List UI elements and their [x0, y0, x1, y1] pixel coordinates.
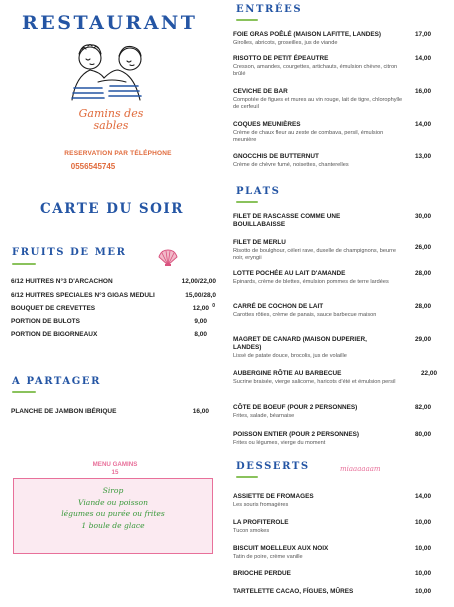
menu-item — [233, 336, 431, 360]
menu-item — [233, 213, 431, 229]
item-description: Frites ou légumes, vierge du moment — [233, 439, 326, 446]
item-price: 9,00 — [194, 318, 207, 325]
reservation-phone[interactable]: 0556545745 — [70, 162, 116, 171]
item-name: LA PROFITEROLE — [233, 519, 289, 526]
menu-gamins-line: légumes ou purée ou frites — [61, 509, 165, 518]
item-name: GNOCCHIS DE BUTTERNUT — [233, 153, 319, 160]
menu-item — [233, 588, 431, 596]
item-price: 17,00 — [415, 31, 431, 38]
menu-item — [233, 404, 431, 420]
item-description: Lissé de patate douce, brocolis, jus de volaille — [233, 352, 347, 359]
item-name: FILET DE RASCASSE COMME UNE BOUILLABAISSE — [233, 213, 341, 228]
menu-gamins-lines — [14, 485, 212, 531]
menu-item — [233, 303, 431, 319]
restaurant-title: RESTAURANT — [22, 12, 198, 34]
two-boys-illustration — [52, 40, 172, 110]
heading-underline — [12, 391, 36, 393]
menu-gamins-label: MENU GAMINS — [92, 461, 138, 468]
item-price: 14,00 — [415, 493, 431, 500]
item-name: PORTION DE BIGORNEAUX — [11, 331, 98, 338]
desserts-heading: DESSERTS — [236, 461, 310, 472]
item-name: RISOTTO DE PETIT ÉPEAUTRE — [233, 55, 329, 62]
fruits-de-mer-heading: FRUITS DE MER — [12, 247, 127, 258]
menu-item — [233, 493, 431, 509]
item-name: BISCUIT MOELLEUX AUX NOIX — [233, 545, 329, 552]
menu-item — [233, 153, 431, 169]
menu-item — [233, 55, 431, 78]
item-price: 10,00 — [415, 588, 431, 595]
item-name: 6/12 HUITRES SPECIALES N°3 GIGAS MEDULI — [11, 292, 155, 299]
a-partager-heading: A PARTAGER — [12, 376, 102, 387]
menu-item — [233, 88, 431, 111]
item-price: 28,00 — [415, 270, 431, 277]
item-price: 14,00 — [415, 55, 431, 62]
heading-underline — [12, 263, 36, 265]
menu-item — [233, 370, 437, 386]
item-description: Sucrine braisée, vierge salicorne, haricots d'été et émulsion persil — [233, 378, 396, 385]
item-description: Epinards, crème de blettes, émulsion pommes de terre lardées — [233, 278, 389, 285]
restaurant-script-name — [56, 108, 166, 132]
heading-underline — [236, 19, 258, 21]
item-description: Les souris fromagères — [233, 501, 289, 508]
item-name: CÔTE DE BOEUF (POUR 2 PERSONNES) — [233, 404, 358, 411]
menu-gamins-title — [70, 461, 160, 477]
item-price: 22,00 — [421, 370, 437, 377]
item-description: Crème de chaux fleur au zeste de combava, persil, émulsion meunière — [233, 129, 384, 143]
script-line-1: Gamins des — [78, 107, 144, 120]
item-name: ASSIETTE DE FROMAGES — [233, 493, 314, 500]
item-name: COQUES MEUNIÈRES — [233, 121, 301, 128]
item-name: AUBERGINE RÔTIE AU BARBECUE — [233, 370, 342, 377]
script-line-2: sables — [93, 119, 129, 132]
item-price: 10,00 — [415, 570, 431, 577]
miam-squiggle: miaaaaaam — [340, 465, 381, 473]
item-description: Carottes rôties, crème de panais, sauce barbecue maison — [233, 311, 377, 318]
item-name: MAGRET DE CANARD (MAISON DUPERIER, LANDES) — [233, 336, 367, 351]
item-name: PORTION DE BULOTS — [11, 318, 80, 325]
item-description: Risotto de boulghour, céleri rave, duxelle de champignons, beurre noir, eryngii — [233, 247, 396, 261]
item-description: Crème de chèvre fumé, noisettes, chanterelles — [233, 161, 349, 168]
menu-item — [233, 31, 431, 47]
item-price: 12,00/22,00 — [181, 278, 216, 285]
menu-item — [11, 305, 216, 316]
item-name: PLANCHE DE JAMBON IBÉRIQUE — [11, 408, 117, 415]
item-description: Frites, salade, béarnaise — [233, 412, 295, 419]
item-price: 82,00 — [415, 404, 431, 411]
item-price: 26,00 — [415, 244, 431, 251]
menu-item — [11, 408, 209, 419]
item-name: CARRÉ DE COCHON DE LAIT — [233, 303, 324, 310]
reservation-block — [38, 150, 198, 171]
item-name: POISSON ENTIER (POUR 2 PERSONNES) — [233, 431, 360, 438]
menu-gamins-line: 1 boule de glace — [81, 520, 145, 530]
menu-gamins-box — [13, 478, 213, 554]
item-name: CEVICHE DE BAR — [233, 88, 288, 95]
menu-item — [233, 431, 431, 447]
reservation-label: RESERVATION PAR TÉLÉPHONE — [64, 150, 172, 157]
carte-title: CARTE DU SOIR — [40, 201, 184, 217]
item-description: Tatin de poire, crème vanille — [233, 553, 303, 560]
item-price: 13,00 — [415, 153, 431, 160]
item-description: Cresson, amandes, courgettes, artichauts, émulsion chèvre, citron brûlé — [233, 63, 398, 77]
menu-item — [233, 570, 431, 578]
item-price: 15,00/28,0 — [185, 292, 216, 299]
item-name: LOTTE POCHÉE AU LAIT D'AMANDE — [233, 270, 346, 277]
menu-item — [11, 278, 216, 289]
menu-item — [233, 270, 431, 286]
item-price: 80,00 — [415, 431, 431, 438]
menu-gamins-line: Sirop — [102, 486, 124, 495]
item-name: BRIOCHE PERDUE — [233, 570, 291, 577]
menu-item — [11, 331, 216, 342]
menu-gamins-line: Viande ou poisson — [78, 497, 148, 507]
menu-item — [233, 121, 431, 144]
item-description: Tucon smokes — [233, 527, 270, 534]
item-price: 28,00 — [415, 303, 431, 310]
item-description: Compotée de figues et mures au vin rouge, lait de tigre, chlorophylle de cerfeuil — [233, 96, 403, 110]
shell-icon — [157, 249, 179, 267]
item-price: 10,00 — [415, 545, 431, 552]
item-price: 14,00 — [415, 121, 431, 128]
entrees-heading: ENTRÉES — [236, 4, 303, 15]
stray-mark: 0 — [212, 303, 215, 309]
item-name: FOIE GRAS POÊLÉ (MAISON LAFITTE, LANDES) — [233, 31, 382, 38]
item-description: Girolles, abricots, groseilles, jus de viande — [233, 39, 338, 46]
item-price: 16,00 — [192, 408, 209, 415]
menu-item — [233, 519, 431, 535]
item-price: 30,00 — [415, 213, 431, 220]
menu-item — [233, 239, 431, 262]
item-name: FILET DE MERLU — [233, 239, 286, 246]
plats-heading: PLATS — [236, 186, 281, 197]
item-name: BOUQUET DE CREVETTES — [11, 305, 96, 312]
menu-gamins-price: 15 — [111, 469, 119, 476]
menu-item — [11, 292, 216, 303]
menu-item — [11, 318, 216, 329]
heading-underline — [236, 201, 258, 203]
item-price: 10,00 — [415, 519, 431, 526]
item-name: 6/12 HUITRES N°3 D'ARCACHON — [11, 278, 113, 285]
item-price: 8,00 — [194, 331, 207, 338]
item-name: TARTELETTE CACAO, FÍGUES, MÛRES — [233, 588, 354, 595]
item-price: 16,00 — [415, 88, 431, 95]
heading-underline — [236, 476, 258, 478]
item-price: 12,00 — [192, 305, 209, 312]
item-price: 29,00 — [415, 336, 431, 343]
menu-item — [233, 545, 431, 561]
